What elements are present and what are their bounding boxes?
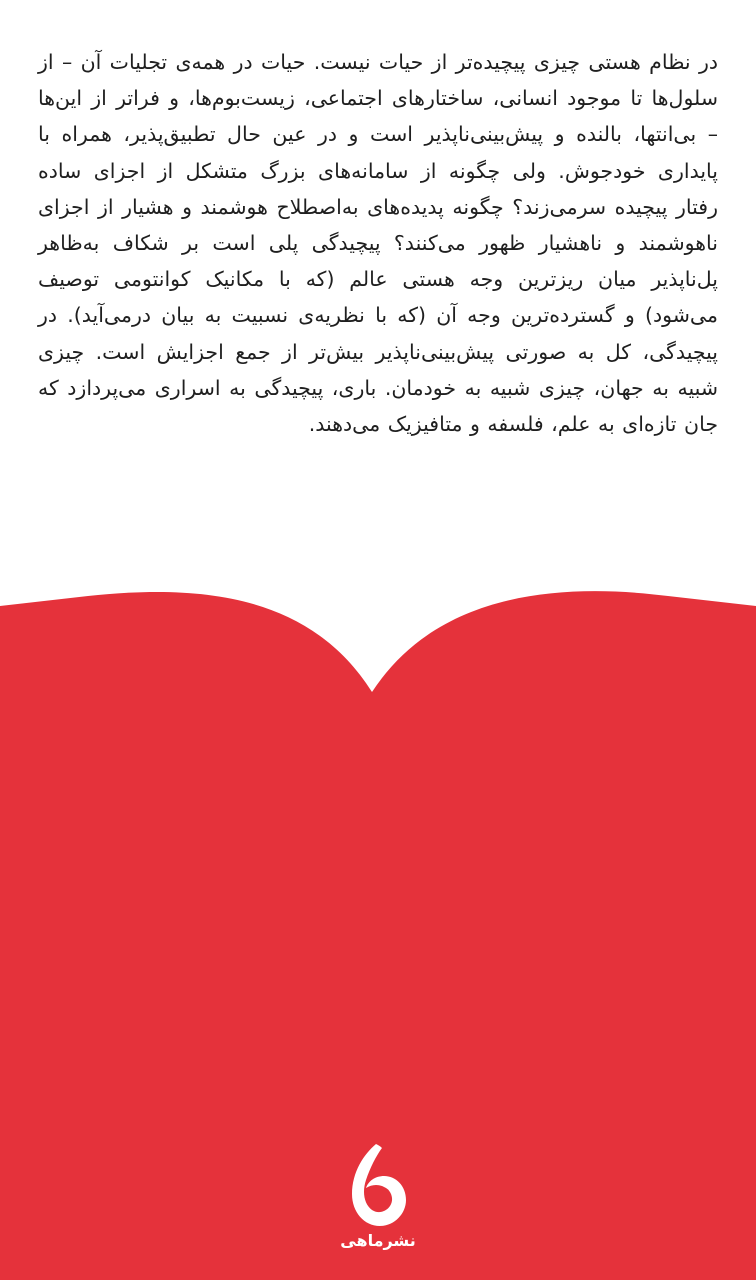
publisher-name: نشرماهی	[340, 1231, 416, 1250]
back-cover-description: در نظام هستی چیزی پیچیده‌تر از حیات نیست. حیات در همه‌ی تجلیات آن – از سلول‌ها تا موجود انسانی، ساختارهای اجتماعی، زیست‌بوم‌ها، و فراتر از این‌ها – بی‌انتها، بالنده و پیش‌بینی‌ناپذیر است و در عین حال تطبیق‌پذیر، همراه با پایداری خودجوش. ولی چگونه از سامانه‌های بزرگ متشکل از اجزای ساده رفتار پیچیده سرمی‌زند؟ چگونه پدیده‌های به‌اصطلاح هوشمند و هشیار از اجزای ناهوشمند و ناهشیار ظهور می‌کنند؟ پیچیدگی پلی است بر شکاف به‌ظاهر پل‌ناپذیر میان ریزترین وجه هستی عالم (که با مکانیک کوانتومی توصیف می‌شود) و گسترده‌ترین وجه آن (که با نظریه‌ی نسبیت به بیان درمی‌آید). در پیچیدگی، کل به صورتی پیش‌بینی‌ناپذیر بیش‌تر از جمع اجزایش است. چیزی شبیه به جهان، چیزی شبیه به خودمان. باری، پیچیدگی به اسراری می‌پردازد که جان تازه‌ای به علم، فلسفه و متافیزیک می‌دهند.	[38, 50, 718, 437]
